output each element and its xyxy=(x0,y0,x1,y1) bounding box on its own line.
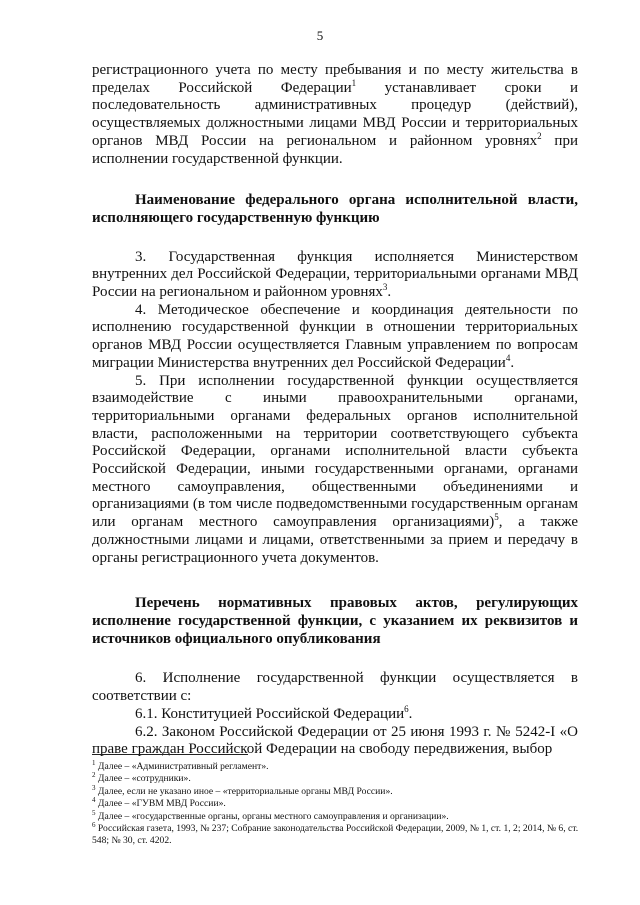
footnote-3: $^3$ Далее, если не указано иное – «территориальные органы МВД России». xyxy=(92,783,393,797)
paragraph-6: 6. Исполнение государственной функции осуществляется в соответствии с: xyxy=(92,670,578,705)
paragraph-6-2: 6.2. Законом Российской Федерации от 25 июня 1993 г. № 5242-I «О праве граждан Российской Федерации на свободу передвижения, выбор xyxy=(92,723,578,758)
section-heading-authority: Наименование федерального органа исполнительной власти, исполняющего государственную функцию xyxy=(92,192,578,226)
footnote-5: $^5$ Далее – «государственные органы, органы местного самоуправления и организации». xyxy=(92,808,449,822)
footnote-4: $^4$ Далее – «ГУВМ МВД России». xyxy=(92,796,226,810)
footnotes xyxy=(92,758,582,848)
paragraph-intro: регистрационного учета по месту пребывания и по месту жительства в пределах Российской Федерации$^1$ устанавливает сроки и последовательность административных процедур (действий), осуществляемых должностными лицами МВД России и территориальных органов МВД России на региональном и районном уровнях$^2$ при исполнении государственной функции. xyxy=(92,62,578,167)
footnote-divider xyxy=(92,754,248,755)
page-number: 5 xyxy=(316,28,324,43)
section-heading-legal-acts: Перечень нормативных правовых актов, регулирующих исполнение государственной функции, с указанием их реквизитов и источников официального опубликования xyxy=(92,595,578,647)
footnote-1: $^1$ Далее – «Административный регламент». xyxy=(92,758,269,772)
footnote-2: $^2$ Далее – «сотрудники». xyxy=(92,771,191,785)
footnote-6: $^6$ Российская газета, 1993, № 237; Собрание законодательства Российской Федерации, 2009, № 1, ст. 1, 2; 2014, № 6, ст. 548; № 30, ст. 4202. xyxy=(92,820,579,847)
paragraph-5: 5. При исполнении государственной функции осуществляется взаимодействие с иными правоохранительными органами, территориальными органами федеральных органов исполнительной власти, расположенными на территории соответствующего субъекта Российской Федерации, органами исполнительной власти субъекта Российской Федерации, иными государственными органами, органами местного самоуправления, общественными объединениями и организациями (в том числе подведомственными государственным органам или органам местного самоуправления организациями)$^5$, а также должностными лицами и лицами, ответственными за прием и передачу в органы регистрационного учета документов. xyxy=(92,372,578,566)
paragraph-6-1: 6.1. Конституцией Российской Федерации$^6$. xyxy=(135,703,413,722)
document-body xyxy=(92,62,578,759)
paragraph-3: 3. Государственная функция исполняется Министерством внутренних дел Российской Федерации, территориальными органами МВД России на региональном и районном уровнях$^3$. xyxy=(92,248,578,301)
paragraph-4: 4. Методическое обеспечение и координация деятельности по исполнению государственной функции в отношении территориальных органов МВД России осуществляется Главным управлением по вопросам миграции Министерства внутренних дел Российской Федерации$^4$. xyxy=(92,301,578,371)
